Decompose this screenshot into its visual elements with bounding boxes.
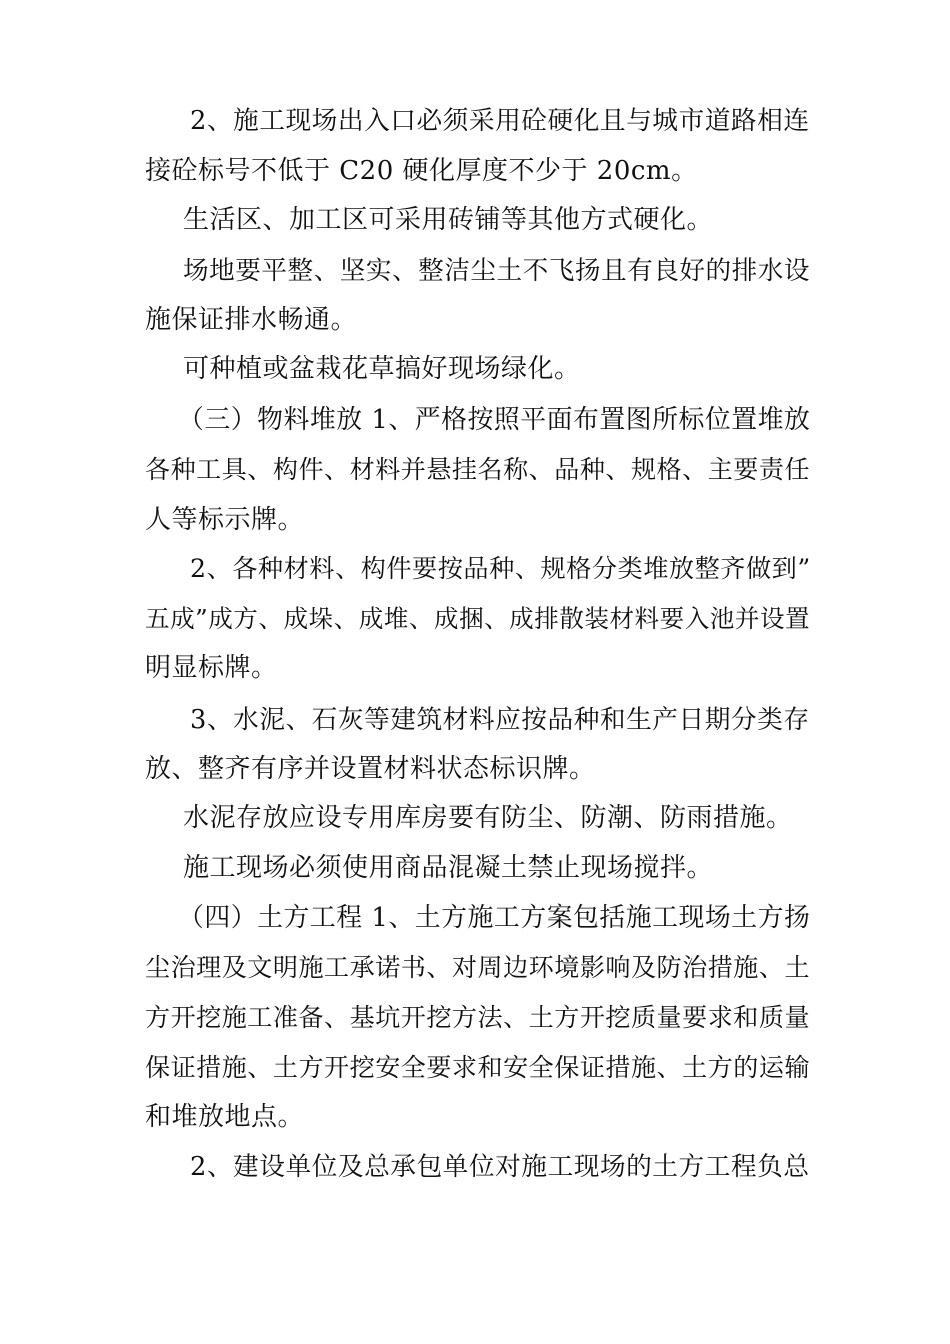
text-line: （三）物料堆放 1、严格按照平面布置图所标位置堆放 <box>178 405 811 435</box>
text-line: 方开挖施工准备、基坑开挖方法、土方开挖质量要求和质量 <box>145 1003 811 1032</box>
text-line: 生活区、加工区可采用砖铺等其他方式硬化。 <box>183 205 714 235</box>
text-line: （四）土方工程 1、土方施工方案包括施工现场土方扬 <box>178 903 811 933</box>
text-line: 施工现场必须使用商品混凝土禁止现场搅拌。 <box>183 853 714 883</box>
text-line: 接砼标号不低于 C20 硬化厚度不少于 20cm。 <box>145 156 698 186</box>
text-line: 施保证排水畅通。 <box>145 305 358 335</box>
text-line: 3、水泥、石灰等建筑材料应按品种和生产日期分类存 <box>190 705 810 735</box>
text-line: 五成”成方、成垛、成堆、成捆、成排散装材料要入池并设置 <box>145 604 811 633</box>
text-line: 2、建设单位及总承包单位对施工现场的土方工程负总 <box>190 1152 810 1182</box>
text-line: 场地要平整、坚实、整洁尘土不飞扬且有良好的排水设 <box>183 256 810 286</box>
text-line: 明显标牌。 <box>145 653 278 683</box>
text-line: 2、施工现场出入口必须采用砼硬化且与城市道路相连 <box>190 106 810 136</box>
text-line: 各种工具、构件、材料并悬挂名称、品种、规格、主要责任 <box>145 455 811 484</box>
text-line: 水泥存放应设专用库房要有防尘、防潮、防雨措施。 <box>183 803 793 833</box>
text-line: 人等标示牌。 <box>145 505 305 535</box>
text-line: 可种植或盆栽花草搞好现场绿化。 <box>183 354 581 384</box>
text-line: 保证措施、土方开挖安全要求和安全保证措施、土方的运输 <box>145 1053 811 1082</box>
text-line: 和堆放地点。 <box>145 1102 305 1132</box>
text-line: 放、整齐有序并设置材料状态标识牌。 <box>145 754 596 784</box>
text-line: 2、各种材料、构件要按品种、规格分类堆放整齐做到” <box>190 554 811 583</box>
text-line: 尘治理及文明施工承诺书、对周边环境影响及防治措施、土 <box>145 953 811 982</box>
